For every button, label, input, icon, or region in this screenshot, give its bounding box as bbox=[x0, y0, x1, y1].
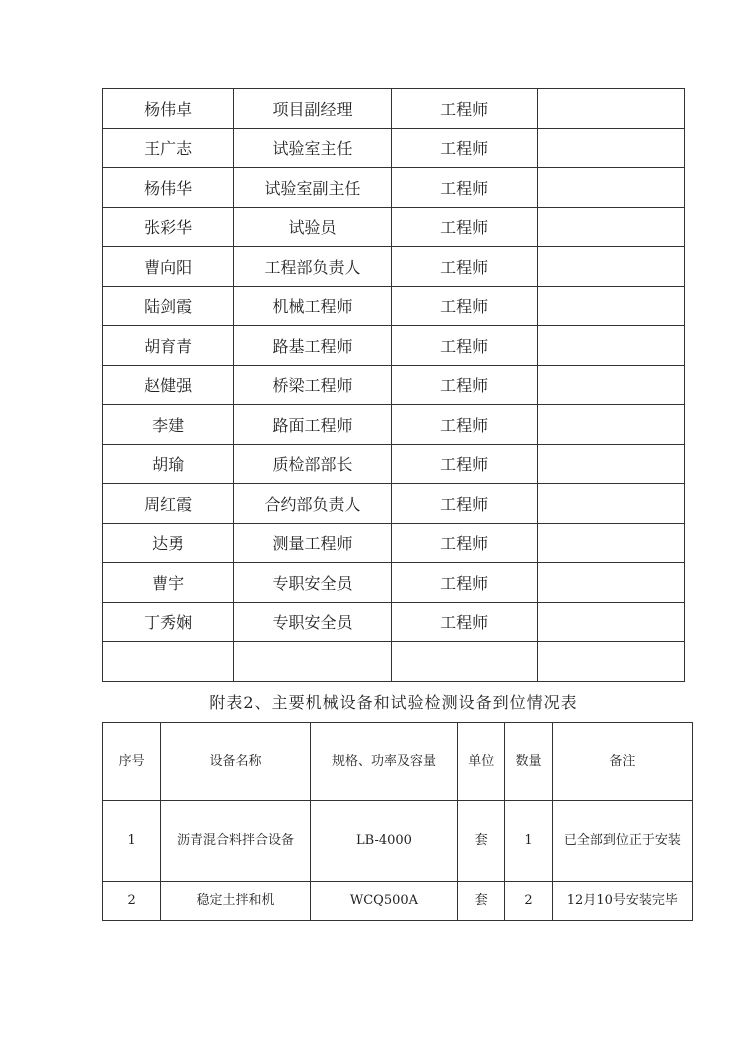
staff-row bbox=[103, 444, 685, 484]
staff-title: 工程师 bbox=[391, 484, 537, 524]
staff-title: 工程师 bbox=[391, 128, 537, 168]
staff-name: 曹宇 bbox=[103, 563, 234, 603]
staff-position: 专职安全员 bbox=[234, 602, 391, 642]
staff-position: 试验员 bbox=[234, 207, 391, 247]
staff-name: 王广志 bbox=[103, 128, 234, 168]
equipment-spec: LB-4000 bbox=[310, 801, 457, 882]
staff-row bbox=[103, 326, 685, 366]
staff-title: 工程师 bbox=[391, 207, 537, 247]
staff-note bbox=[537, 247, 684, 287]
equipment-name: 沥青混合料拌合设备 bbox=[161, 801, 311, 882]
staff-note bbox=[537, 128, 684, 168]
staff-note bbox=[537, 444, 684, 484]
staff-row bbox=[103, 207, 685, 247]
staff-title bbox=[391, 642, 537, 682]
staff-name: 杨伟华 bbox=[103, 168, 234, 208]
staff-row bbox=[103, 484, 685, 524]
staff-row bbox=[103, 128, 685, 168]
staff-name: 张彩华 bbox=[103, 207, 234, 247]
staff-name: 李建 bbox=[103, 405, 234, 445]
staff-name: 陆剑霞 bbox=[103, 286, 234, 326]
staff-row bbox=[103, 89, 685, 129]
staff-title: 工程师 bbox=[391, 168, 537, 208]
staff-note bbox=[537, 563, 684, 603]
staff-row bbox=[103, 602, 685, 642]
equipment-seq: 1 bbox=[103, 801, 161, 882]
staff-position: 试验室副主任 bbox=[234, 168, 391, 208]
equipment-row bbox=[103, 882, 693, 921]
staff-row bbox=[103, 523, 685, 563]
staff-position: 工程部负责人 bbox=[234, 247, 391, 287]
staff-title: 工程师 bbox=[391, 89, 537, 129]
equipment-header-row bbox=[103, 723, 693, 801]
staff-note bbox=[537, 642, 684, 682]
equipment-remark: 12月10号安装完毕 bbox=[552, 882, 692, 921]
header-equipment-name: 设备名称 bbox=[161, 723, 311, 801]
staff-position: 专职安全员 bbox=[234, 563, 391, 603]
staff-note bbox=[537, 326, 684, 366]
header-unit: 单位 bbox=[458, 723, 505, 801]
header-seq: 序号 bbox=[103, 723, 161, 801]
staff-position bbox=[234, 642, 391, 682]
staff-title: 工程师 bbox=[391, 602, 537, 642]
staff-title: 工程师 bbox=[391, 247, 537, 287]
equipment-remark: 已全部到位正于安装 bbox=[552, 801, 692, 882]
staff-position: 项目副经理 bbox=[234, 89, 391, 129]
equipment-unit: 套 bbox=[458, 801, 505, 882]
staff-position: 质检部部长 bbox=[234, 444, 391, 484]
staff-note bbox=[537, 89, 684, 129]
staff-row bbox=[103, 286, 685, 326]
staff-note bbox=[537, 484, 684, 524]
staff-title: 工程师 bbox=[391, 326, 537, 366]
staff-note bbox=[537, 207, 684, 247]
staff-note bbox=[537, 523, 684, 563]
equipment-quantity: 2 bbox=[505, 882, 552, 921]
header-quantity: 数量 bbox=[505, 723, 552, 801]
equipment-table bbox=[102, 722, 693, 921]
staff-position: 桥梁工程师 bbox=[234, 365, 391, 405]
staff-name bbox=[103, 642, 234, 682]
equipment-seq: 2 bbox=[103, 882, 161, 921]
staff-name: 杨伟卓 bbox=[103, 89, 234, 129]
staff-name: 达勇 bbox=[103, 523, 234, 563]
staff-table bbox=[102, 88, 685, 682]
staff-title: 工程师 bbox=[391, 444, 537, 484]
staff-position: 合约部负责人 bbox=[234, 484, 391, 524]
staff-note bbox=[537, 602, 684, 642]
staff-name: 曹向阳 bbox=[103, 247, 234, 287]
staff-title: 工程师 bbox=[391, 365, 537, 405]
staff-position: 测量工程师 bbox=[234, 523, 391, 563]
staff-name: 丁秀娴 bbox=[103, 602, 234, 642]
staff-note bbox=[537, 168, 684, 208]
staff-note bbox=[537, 286, 684, 326]
header-remark: 备注 bbox=[552, 723, 692, 801]
equipment-spec: WCQ500A bbox=[310, 882, 457, 921]
staff-name: 胡瑜 bbox=[103, 444, 234, 484]
equipment-unit: 套 bbox=[458, 882, 505, 921]
staff-name: 胡育青 bbox=[103, 326, 234, 366]
staff-row bbox=[103, 405, 685, 445]
staff-note bbox=[537, 405, 684, 445]
staff-title: 工程师 bbox=[391, 405, 537, 445]
equipment-table-caption: 附表2、主要机械设备和试验检测设备到位情况表 bbox=[209, 693, 578, 712]
staff-title: 工程师 bbox=[391, 563, 537, 603]
staff-row bbox=[103, 168, 685, 208]
staff-row bbox=[103, 247, 685, 287]
staff-name: 赵健强 bbox=[103, 365, 234, 405]
staff-note bbox=[537, 365, 684, 405]
staff-position: 试验室主任 bbox=[234, 128, 391, 168]
staff-row bbox=[103, 563, 685, 603]
staff-title: 工程师 bbox=[391, 286, 537, 326]
equipment-row bbox=[103, 801, 693, 882]
staff-row bbox=[103, 642, 685, 682]
staff-row bbox=[103, 365, 685, 405]
staff-title: 工程师 bbox=[391, 523, 537, 563]
staff-name: 周红霞 bbox=[103, 484, 234, 524]
staff-position: 路面工程师 bbox=[234, 405, 391, 445]
staff-position: 路基工程师 bbox=[234, 326, 391, 366]
header-spec: 规格、功率及容量 bbox=[310, 723, 457, 801]
staff-position: 机械工程师 bbox=[234, 286, 391, 326]
equipment-name: 稳定土拌和机 bbox=[161, 882, 311, 921]
equipment-quantity: 1 bbox=[505, 801, 552, 882]
